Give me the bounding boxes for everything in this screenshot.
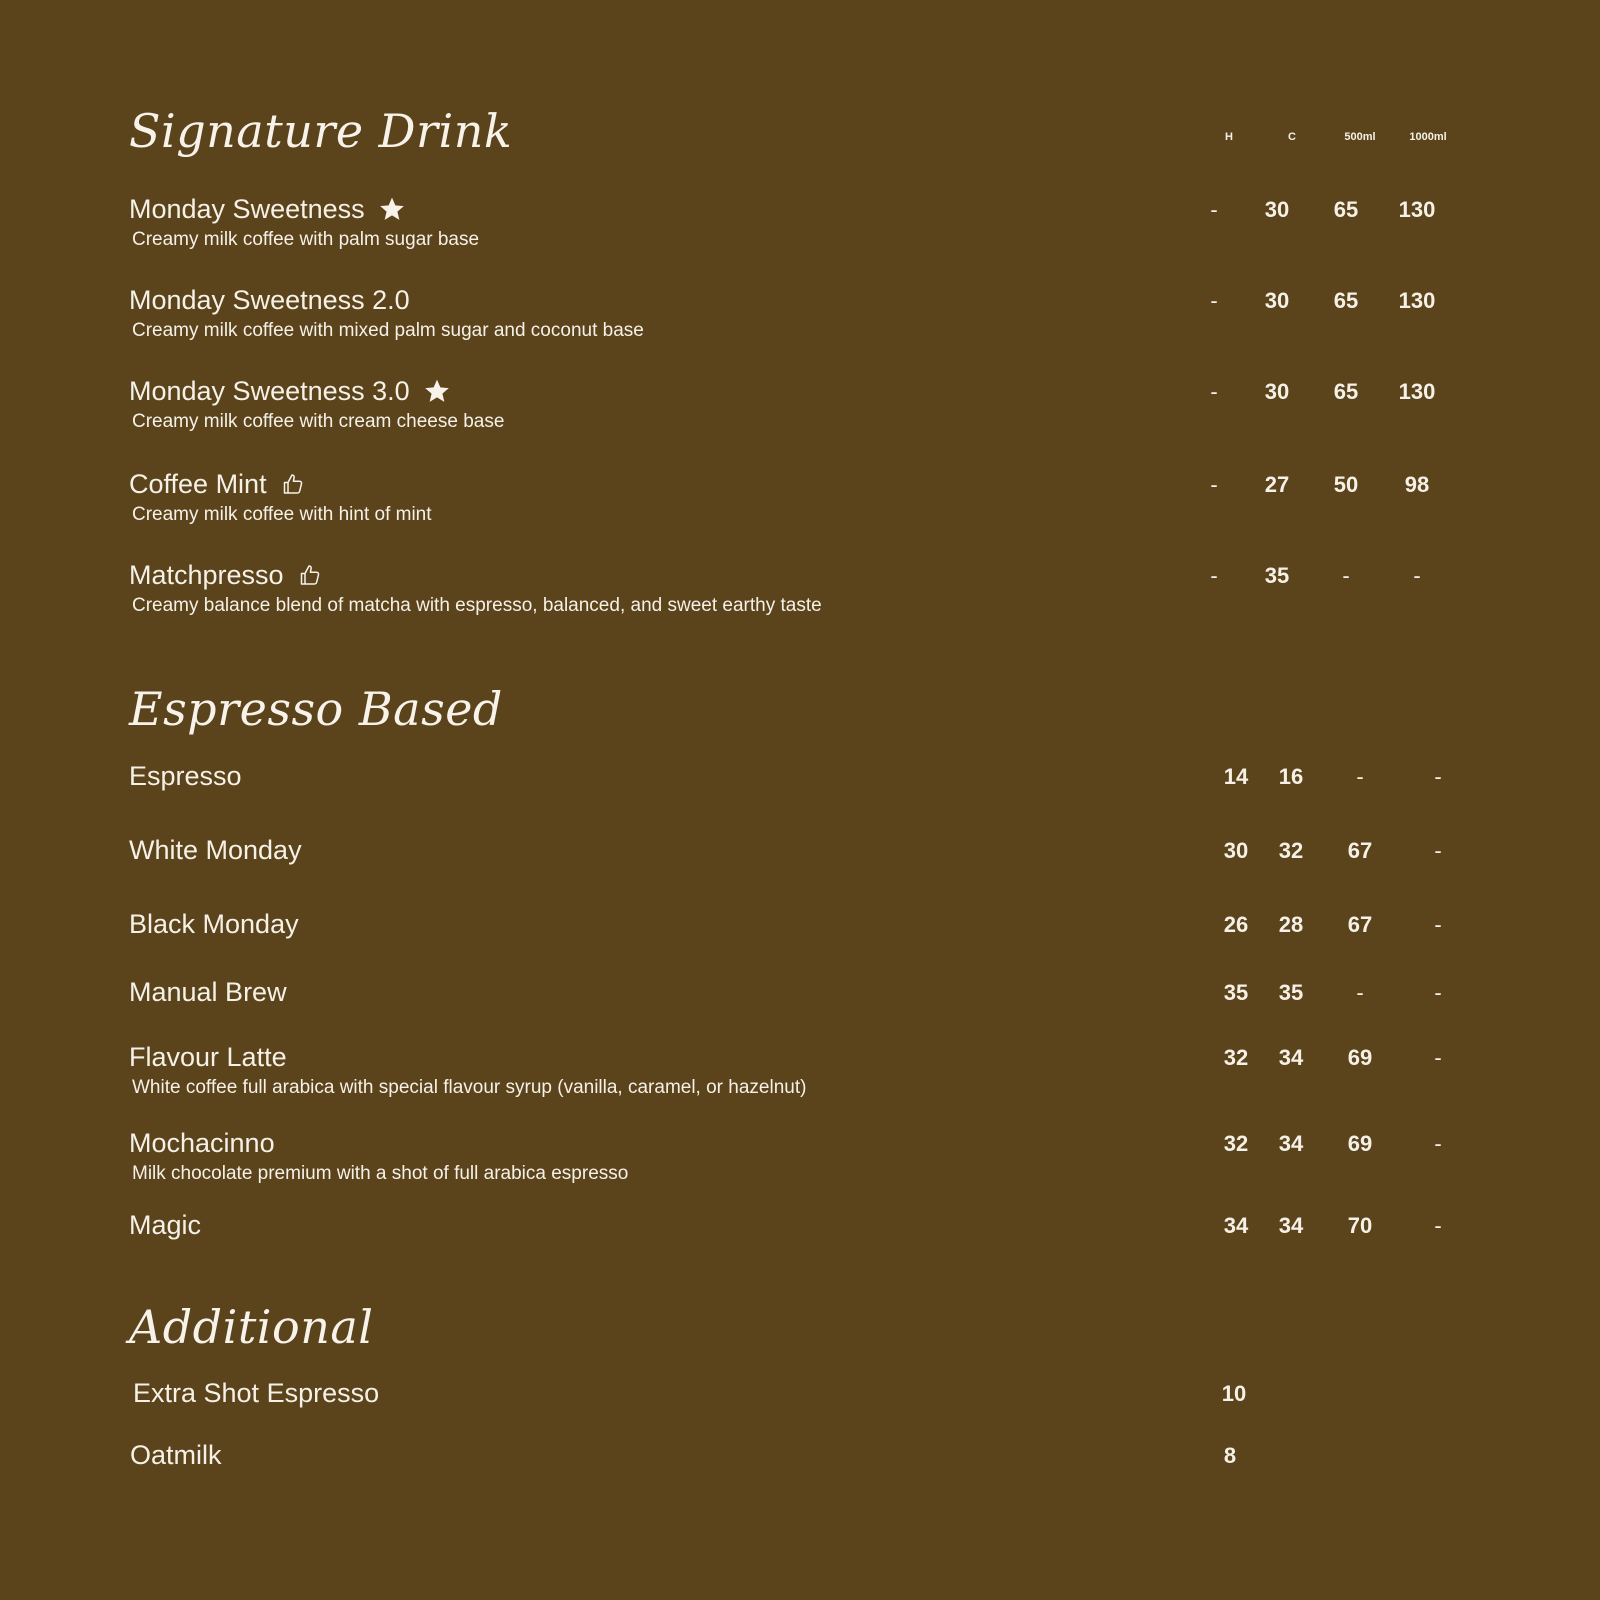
price-hot: 14: [1223, 764, 1249, 789]
menu-item-label: Mochacinno: [129, 1128, 275, 1158]
price-1000ml: -: [1434, 838, 1442, 863]
price-cold: 28: [1278, 912, 1304, 937]
menu-item-label: Black Monday: [129, 909, 299, 939]
price-hot: 8: [1223, 1443, 1237, 1468]
menu-item-description: Creamy milk coffee with hint of mint: [132, 504, 432, 525]
price-500ml: -: [1356, 980, 1364, 1005]
price-cold: 34: [1278, 1045, 1304, 1070]
column-header-cold: C: [1288, 131, 1296, 143]
price-hot: -: [1210, 379, 1218, 404]
menu-item-name: [129, 834, 302, 866]
menu-item-description: Milk chocolate premium with a shot of full arabica espresso: [132, 1163, 629, 1184]
price-hot: -: [1210, 197, 1218, 222]
menu-item-name: [129, 375, 450, 407]
menu-item-name: [129, 976, 287, 1008]
price-500ml: 65: [1333, 197, 1359, 222]
price-500ml: 65: [1333, 288, 1359, 313]
menu-item-name: [129, 760, 242, 792]
price-cold: 30: [1264, 197, 1290, 222]
price-500ml: 70: [1347, 1213, 1373, 1238]
star-icon: [379, 196, 405, 222]
price-cold: 30: [1264, 288, 1290, 313]
menu-item-name: [129, 468, 305, 500]
espresso-section-title: Espresso Based: [129, 682, 503, 736]
signature-section-title: Signature Drink: [129, 104, 513, 158]
price-hot: 34: [1223, 1213, 1249, 1238]
price-cold: 27: [1264, 472, 1290, 497]
price-hot: -: [1210, 288, 1218, 313]
price-hot: 26: [1223, 912, 1249, 937]
price-1000ml: -: [1434, 1045, 1442, 1070]
price-cold: 30: [1264, 379, 1290, 404]
menu-item-name: [129, 1041, 287, 1073]
price-hot: 30: [1223, 838, 1249, 863]
menu-item-name: [130, 1439, 222, 1471]
price-cold: 34: [1278, 1213, 1304, 1238]
price-hot: 35: [1223, 980, 1249, 1005]
price-500ml: -: [1356, 764, 1364, 789]
menu-item-label: Espresso: [129, 761, 242, 791]
thumbs-up-icon: [298, 563, 322, 587]
price-hot: 32: [1223, 1045, 1249, 1070]
price-500ml: 67: [1347, 912, 1373, 937]
price-500ml: 69: [1347, 1131, 1373, 1156]
price-1000ml: -: [1434, 912, 1442, 937]
menu-item-name: [129, 193, 405, 225]
price-500ml: 50: [1333, 472, 1359, 497]
price-1000ml: 130: [1398, 197, 1436, 222]
price-1000ml: 130: [1398, 379, 1436, 404]
menu-item-description: Creamy milk coffee with palm sugar base: [132, 229, 480, 250]
price-hot: 10: [1221, 1381, 1247, 1406]
star-icon: [424, 378, 450, 404]
price-hot: 32: [1223, 1131, 1249, 1156]
column-header-hot: H: [1225, 131, 1233, 143]
price-500ml: 65: [1333, 379, 1359, 404]
menu-item-name: [129, 1127, 275, 1159]
menu-item-label: Oatmilk: [130, 1440, 222, 1470]
price-hot: -: [1210, 472, 1218, 497]
menu-item-description: Creamy milk coffee with mixed palm sugar and coconut base: [132, 320, 644, 341]
menu-item-name: [129, 1209, 201, 1241]
menu-item-label: Extra Shot Espresso: [133, 1378, 380, 1408]
menu-item-label: White Monday: [129, 835, 302, 865]
menu-item-description: Creamy balance blend of matcha with espresso, balanced, and sweet earthy taste: [132, 595, 822, 616]
price-cold: 32: [1278, 838, 1304, 863]
price-1000ml: -: [1434, 1213, 1442, 1238]
price-cold: 34: [1278, 1131, 1304, 1156]
menu-item-label: Coffee Mint: [129, 469, 267, 499]
menu-item-name: [129, 284, 410, 316]
price-500ml: 69: [1347, 1045, 1373, 1070]
price-1000ml: 130: [1398, 288, 1436, 313]
price-1000ml: -: [1434, 764, 1442, 789]
menu-item-label: Monday Sweetness: [129, 194, 365, 224]
menu-item-name: [129, 908, 299, 940]
menu-item-description: White coffee full arabica with special flavour syrup (vanilla, caramel, or hazelnut): [132, 1077, 807, 1098]
price-1000ml: -: [1434, 980, 1442, 1005]
price-cold: 35: [1264, 563, 1290, 588]
menu-item-label: Monday Sweetness 3.0: [129, 376, 410, 406]
column-header-500ml: 500ml: [1344, 131, 1376, 143]
price-cold: 35: [1278, 980, 1304, 1005]
additional-section-title: Additional: [129, 1300, 374, 1354]
price-1000ml: -: [1413, 563, 1421, 588]
menu-item-label: Monday Sweetness 2.0: [129, 285, 410, 315]
menu-item-description: Creamy milk coffee with cream cheese base: [132, 411, 505, 432]
column-header-1000ml: 1000ml: [1409, 131, 1447, 143]
price-1000ml: -: [1434, 1131, 1442, 1156]
price-hot: -: [1210, 563, 1218, 588]
menu-item-label: Magic: [129, 1210, 202, 1240]
menu-item-label: Matchpresso: [129, 560, 284, 590]
menu-item-name: [129, 559, 322, 591]
menu-item-label: Manual Brew: [129, 977, 287, 1007]
menu-item-name: [133, 1377, 379, 1409]
price-1000ml: 98: [1404, 472, 1430, 497]
thumbs-up-icon: [281, 472, 305, 496]
price-500ml: -: [1342, 563, 1350, 588]
price-500ml: 67: [1347, 838, 1373, 863]
menu-item-label: Flavour Latte: [129, 1042, 287, 1072]
price-cold: 16: [1278, 764, 1304, 789]
